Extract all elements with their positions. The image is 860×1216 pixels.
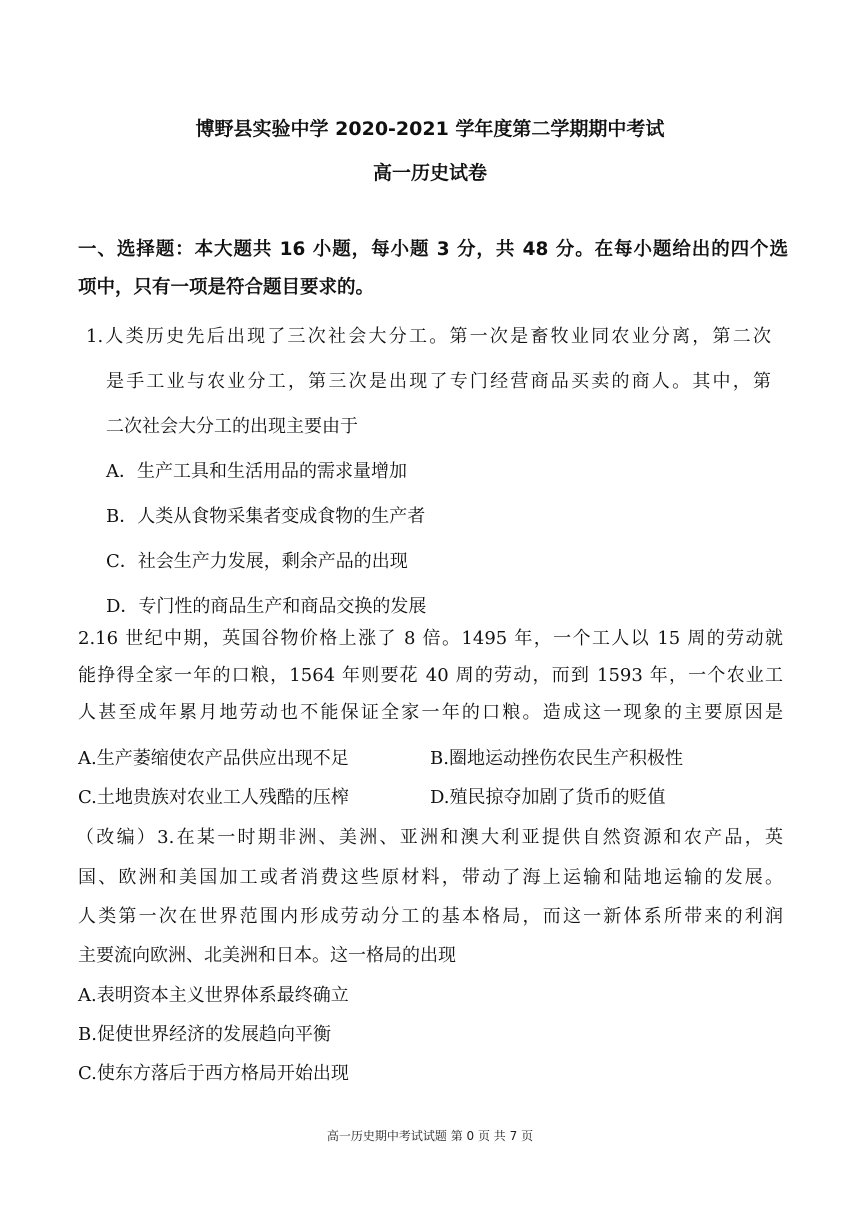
section-instructions-line-2: 项中，只有一项是符合题目要求的。 — [78, 277, 375, 298]
q2-option-a: A.生产萎缩使农产品供应出现不足 — [78, 748, 349, 769]
exam-subtitle: 高一历史试卷 — [372, 162, 487, 184]
exam-title: 博野县实验中学 2020-2021 学年度第二学期期中考试 — [195, 118, 665, 140]
q1-option-c: C．社会生产力发展，剩余产品的出现 — [106, 551, 408, 572]
q2-option-b: B.圈地运动挫伤农民生产积极性 — [430, 748, 683, 769]
q3-stem-line-2: 国、欧洲和美国加工或者消费这些原材料，带动了海上运输和陆地运输的发展。 — [78, 867, 783, 888]
q2-option-c: C.土地贵族对农业工人残酷的压榨 — [78, 787, 349, 808]
q3-option-c: C.使东方落后于西方格局开始出现 — [78, 1063, 349, 1084]
q2-stem-line-1: 2.16 世纪中期，英国谷物价格上涨了 8 倍。1495 年，一个工人以 15 周的劳动就 — [78, 628, 783, 649]
section-instructions-line-1: 一、选择题：本大题共 16 小题，每小题 3 分，共 48 分。在每小题给出的四个选 — [78, 239, 788, 260]
q2-option-d: D.殖民掠夺加剧了货币的贬值 — [430, 787, 666, 808]
q3-option-b: B.促使世界经济的发展趋向平衡 — [78, 1024, 331, 1045]
q1-option-a: A．生产工具和生活用品的需求量增加 — [106, 461, 407, 482]
q2-stem-line-2: 能挣得全家一年的口粮，1564 年则要花 40 周的劳动，而到 1593 年，一个农业工 — [78, 665, 783, 686]
q3-stem-line-1: （改编）3.在某一时期非洲、美洲、亚洲和澳大利亚提供自然资源和农产品，英 — [76, 827, 783, 848]
q1-option-d: D．专门性的商品生产和商品交换的发展 — [106, 596, 427, 617]
q1-option-b: B．人类从食物采集者变成食物的生产者 — [106, 506, 426, 527]
q3-stem-line-3: 人类第一次在世界范围内形成劳动分工的基本格局，而这一新体系所带来的利润 — [78, 906, 783, 927]
q3-stem-line-4: 主要流向欧洲、北美洲和日本。这一格局的出现 — [78, 945, 456, 966]
q2-stem-line-3: 人甚至成年累月地劳动也不能保证全家一年的口粮。造成这一现象的主要原因是 — [78, 702, 783, 723]
page-footer: 高一历史期中考试试题 第 0 页 共 7 页 — [326, 1129, 534, 1143]
q3-option-a: A.表明资本主义世界体系最终确立 — [78, 985, 349, 1006]
q1-stem-line-2: 是手工业与农业分工，第三次是出现了专门经营商品买卖的商人。其中，第 — [106, 371, 771, 392]
q1-stem-line-3: 二次社会大分工的出现主要由于 — [106, 416, 358, 437]
q1-stem-line-1: 1.人类历史先后出现了三次社会大分工。第一次是畜牧业同农业分离，第二次 — [86, 326, 771, 347]
